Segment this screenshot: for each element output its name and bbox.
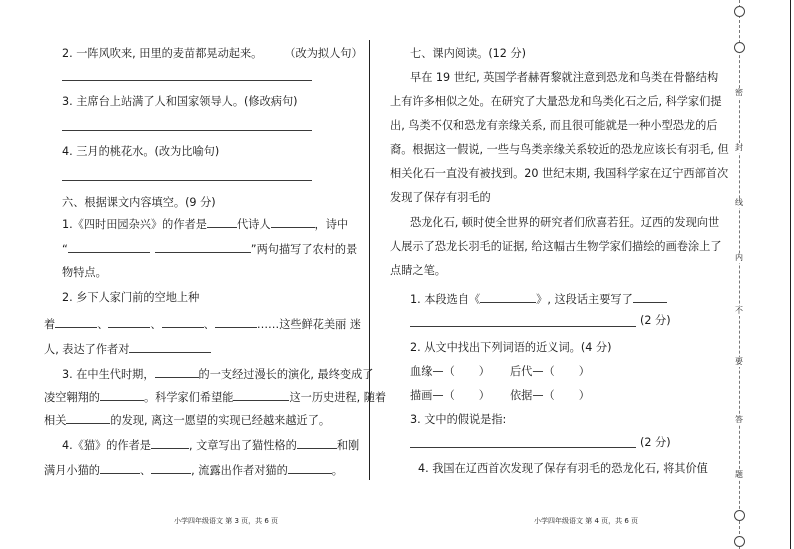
seal-char: 不 — [732, 306, 746, 316]
passage-line-9: 点睛之笔。 — [390, 264, 446, 277]
blank-dinosaur[interactable] — [155, 366, 199, 378]
section6-title: 六、根据课文内容填空。(9 分) — [62, 196, 216, 209]
blank-bird[interactable] — [100, 389, 144, 401]
seal-char: 题 — [732, 470, 746, 480]
s6-q3-text-f: 相关 — [44, 414, 67, 427]
s6-q2-line1: 2. 乡下人家门前的空地上种 — [62, 291, 200, 304]
r-q2-title: 2. 从文中找出下列词语的近义词。(4 分) — [410, 341, 612, 354]
seal-char: 答 — [732, 415, 746, 425]
s6-q4-line1 — [62, 437, 359, 453]
seal-char: 封 — [732, 143, 746, 153]
blank-verse-1[interactable] — [68, 241, 150, 253]
seal-char: 内 — [732, 253, 746, 263]
s6-q3-line3 — [44, 412, 330, 428]
q4-text: 4. 三月的桃花水。(改为比喻句) — [62, 145, 220, 158]
footer-left: 小学四年级语文 第 3 页，共 6 页 — [174, 517, 279, 525]
blank-kitten-2[interactable] — [151, 462, 191, 474]
seal-char: 线 — [732, 198, 746, 208]
sep-2: 、 — [150, 318, 162, 331]
q2-hint: （改为拟人句） — [284, 47, 363, 60]
q2-text — [62, 47, 363, 61]
binding-hole — [734, 6, 745, 17]
blank-restore[interactable] — [233, 389, 289, 401]
r-q3-title: 3. 文中的假说是指: — [410, 413, 507, 426]
s6-q2-line3 — [44, 341, 211, 357]
s6-q3-line2 — [44, 389, 386, 405]
s6-q2-text-b: 着 — [44, 318, 56, 331]
s6-q4-text-a: 4.《猫》的作者是 — [62, 439, 151, 452]
blank-flower-3[interactable] — [162, 316, 204, 328]
passage-line-2: 上有许多相似之处。在研究了大量恐龙和鸟类化石之后, 科学家们提 — [390, 95, 722, 108]
seal-char: 要 — [732, 357, 746, 367]
paren-4: ） — [578, 389, 590, 402]
s6-q1-text-a: 1.《四时田园杂兴》的作者是 — [62, 218, 207, 231]
word-houdai: 后代—（ — [509, 365, 555, 378]
s6-q1-text-b: 代诗人 — [236, 218, 271, 231]
s6-q4-text-d: 满月小猫的 — [44, 464, 100, 477]
word-yiju: 依据—（ — [509, 389, 555, 402]
passage-line-1: 早在 19 世纪, 英国学者赫胥黎就注意到恐龙和鸟类在骨骼结构 — [410, 71, 719, 84]
s6-q4-line2 — [44, 462, 343, 478]
s6-q3-text-g: 的发现, 离这一愿望的实现已经越来越近了。 — [110, 414, 331, 427]
footer-right: 小学四年级语文 第 4 页，共 6 页 — [534, 517, 639, 525]
synonym-row-2 — [410, 389, 590, 403]
word-xueyuan: 血缘—（ — [410, 365, 455, 378]
s6-q1-quote-open: “ — [62, 243, 68, 256]
r-q1-text-a: 1. 本段选自《 — [410, 293, 481, 306]
blank-fossil[interactable] — [66, 412, 110, 424]
blank-verse-2[interactable] — [155, 241, 251, 253]
q2-sentence: 2. 一阵风吹来, 田里的麦苗都晃动起来。 — [62, 47, 263, 60]
s6-q1-text-c: ，诗中 — [314, 218, 349, 231]
blank-poet[interactable] — [271, 216, 315, 228]
paren-1: ） — [478, 365, 490, 378]
blank-dynasty[interactable] — [207, 216, 237, 228]
blank-main-idea-a[interactable] — [633, 291, 667, 303]
s6-q4-text-g: 。 — [331, 464, 343, 477]
column-divider — [369, 40, 370, 480]
blank-kitten-1[interactable] — [100, 462, 140, 474]
s6-q3-text-e: 这一历史进程, 随着 — [289, 391, 387, 404]
passage-line-8: 人展示了恐龙长羽毛的证据, 给这幅古生物学家们描绘的画卷涂上了 — [390, 240, 722, 253]
s6-q1-line2 — [62, 241, 357, 257]
binding-hole — [734, 510, 745, 521]
s6-q1-line3: 物特点。 — [62, 266, 107, 279]
passage-line-5: 相关化石一直没有被找到。20 世纪末期, 我国科学家在辽宁西部首次 — [390, 167, 729, 180]
s6-q4-text-f: , 流露出作者对猫的 — [191, 464, 288, 477]
s6-q2-line2 — [44, 316, 361, 332]
r-q1-line — [410, 291, 667, 307]
blank-lesson-title[interactable] — [480, 291, 536, 303]
r-q3-score: (2 分) — [640, 436, 671, 449]
r-q1-text-b: 》, 这段话主要写了 — [536, 293, 633, 306]
passage-line-3: 出, 鸟类不仅和恐龙有亲缘关系, 而且很可能就是一种小型恐龙的后 — [390, 119, 718, 132]
q3-text: 3. 主席台上站满了人和国家领导人。(修改病句) — [62, 95, 298, 108]
s6-q1-text-e: ”两句描写了农村的景 — [250, 243, 358, 256]
blank-emotion[interactable] — [288, 462, 332, 474]
synonym-row-1 — [410, 365, 590, 379]
binding-hole — [734, 536, 745, 547]
paren-2: ） — [578, 365, 590, 378]
blank-author[interactable] — [151, 437, 189, 449]
s6-q4-text-b: , 文章写出了猫性格的 — [189, 439, 297, 452]
s6-q3-line1 — [62, 366, 373, 382]
s6-q2-text-d: 人, 表达了作者对 — [44, 343, 130, 356]
s6-q3-text-c: 凌空翱翔的 — [44, 391, 100, 404]
blank-flower-4[interactable] — [215, 316, 257, 328]
sep-1: 、 — [97, 318, 109, 331]
blank-main-idea-b[interactable] — [410, 326, 636, 327]
paren-3: ） — [478, 389, 490, 402]
s6-q2-text-c: ……这些鲜花美丽 迷 — [256, 318, 362, 331]
blank-hypothesis[interactable] — [410, 447, 636, 448]
page-edge-line — [790, 0, 791, 549]
binding-hole — [734, 42, 745, 53]
s6-q4-text-c: 和刚 — [336, 439, 360, 452]
passage-line-4: 裔。根据这一假说, 一些与鸟类亲缘关系较近的恐龙应该长有羽毛, 但 — [390, 143, 729, 156]
blank-flower-2[interactable] — [108, 316, 150, 328]
section7-title: 七、课内阅读。(12 分) — [410, 47, 527, 60]
blank-flower-1[interactable] — [55, 316, 97, 328]
binding-margin — [732, 0, 748, 549]
q2-answer-line[interactable] — [62, 80, 312, 81]
s6-q1-line1 — [62, 216, 348, 232]
q4-answer-line[interactable] — [62, 180, 312, 181]
r-q4-title: 4. 我国在辽西首次发现了保存有羽毛的恐龙化石, 将其价值 — [418, 462, 708, 475]
s6-q3-text-d: 。科学家们希望能 — [143, 391, 234, 404]
passage-line-6: 发现了保存有羽毛的 — [390, 191, 491, 204]
r-q1-score: (2 分) — [640, 314, 671, 327]
s6-q4-text-e: 、 — [139, 464, 152, 477]
q3-answer-line[interactable] — [62, 130, 312, 131]
seal-line — [739, 0, 740, 549]
word-miaohua: 描画—（ — [410, 389, 455, 402]
blank-character[interactable] — [297, 437, 337, 449]
passage-line-7: 恐龙化石, 顿时使全世界的研究者们欣喜若狂。辽西的发现向世 — [410, 216, 720, 229]
s6-q3-text-b: 的一支经过漫长的演化, 最终变成了 — [198, 368, 374, 381]
sep-3: 、 — [203, 318, 215, 331]
seal-char: 密 — [732, 88, 746, 98]
s6-q3-text-a: 3. 在中生代时期， — [62, 368, 155, 381]
blank-feeling[interactable] — [129, 341, 211, 353]
